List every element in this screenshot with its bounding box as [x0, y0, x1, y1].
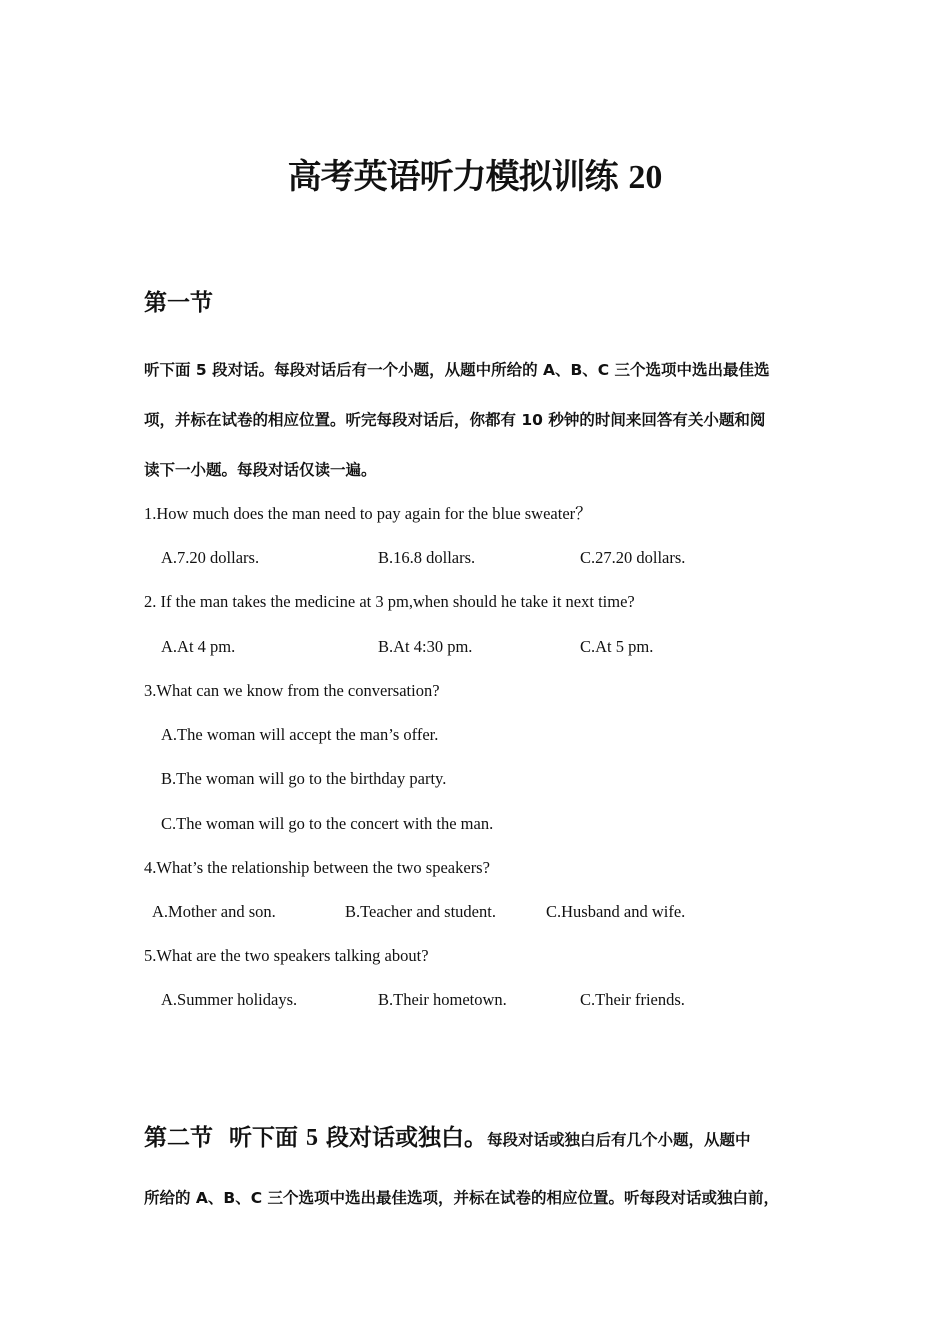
question-5-option-c: C.Their friends.: [580, 990, 685, 1009]
question-5-option-b: B.Their hometown.: [378, 990, 507, 1009]
question-3-option-b: B.The woman will go to the birthday party.: [161, 769, 447, 788]
question-3-option-a: A.The woman will accept the man’s offer.: [161, 725, 439, 744]
section1-instruction-line-1: 听下面 5 段对话。每段对话后有一个小题，从题中所给的 A、B、C 三个选项中选出最佳选: [144, 361, 770, 379]
section2-first-line: [144, 1120, 751, 1159]
section2-lead-number: 5: [306, 1125, 319, 1151]
section2-instruction-line-1: 每段对话或独白后有几个小题，从题中: [487, 1131, 751, 1149]
question-5-option-a: A.Summer holidays.: [161, 990, 298, 1009]
question-4: 4.What’s the relationship between the two speakers?: [144, 858, 490, 877]
question-1: 1.How much does the man need to pay again for the blue sweater？: [144, 504, 592, 523]
question-3-option-c: C.The woman will go to the concert with the man.: [161, 814, 494, 833]
question-2: 2. If the man takes the medicine at 3 pm,when should he take it next time?: [144, 592, 635, 611]
question-4-option-a: A.Mother and son.: [152, 902, 276, 921]
title-number: 20: [628, 159, 663, 196]
question-4-option-b: B.Teacher and student.: [345, 902, 496, 921]
question-4-option-c: C.Husband and wife.: [546, 902, 686, 921]
question-1-option-a: A.7.20 dollars.: [161, 548, 260, 567]
section2-lead-a: 听下面: [229, 1125, 299, 1151]
section1-instruction-line-2: 项，并标在试卷的相应位置。听完每段对话后，你都有 10 秒钟的时间来回答有关小题和阅: [144, 411, 766, 429]
section1-heading: 第一节: [144, 290, 213, 316]
question-5: 5.What are the two speakers talking about?: [144, 946, 429, 965]
section2-heading: 第二节: [144, 1125, 213, 1151]
document-title: [0, 152, 950, 203]
section2-instruction-line-2: 所给的 A、B、C 三个选项中选出最佳选项，并标在试卷的相应位置。听每段对话或独白前，: [144, 1189, 779, 1207]
section1-instruction-line-3: 读下一小题。每段对话仅读一遍。: [144, 461, 377, 479]
question-2-option-a: A.At 4 pm.: [161, 637, 236, 656]
question-1-option-c: C.27.20 dollars.: [580, 548, 686, 567]
title-text: 高考英语听力模拟训练: [287, 157, 618, 197]
question-2-option-c: C.At 5 pm.: [580, 637, 654, 656]
section2-lead-b: 段对话或独白。: [326, 1125, 488, 1151]
question-1-option-b: B.16.8 dollars.: [378, 548, 476, 567]
question-3: 3.What can we know from the conversation?: [144, 681, 440, 700]
question-2-option-b: B.At 4:30 pm.: [378, 637, 473, 656]
